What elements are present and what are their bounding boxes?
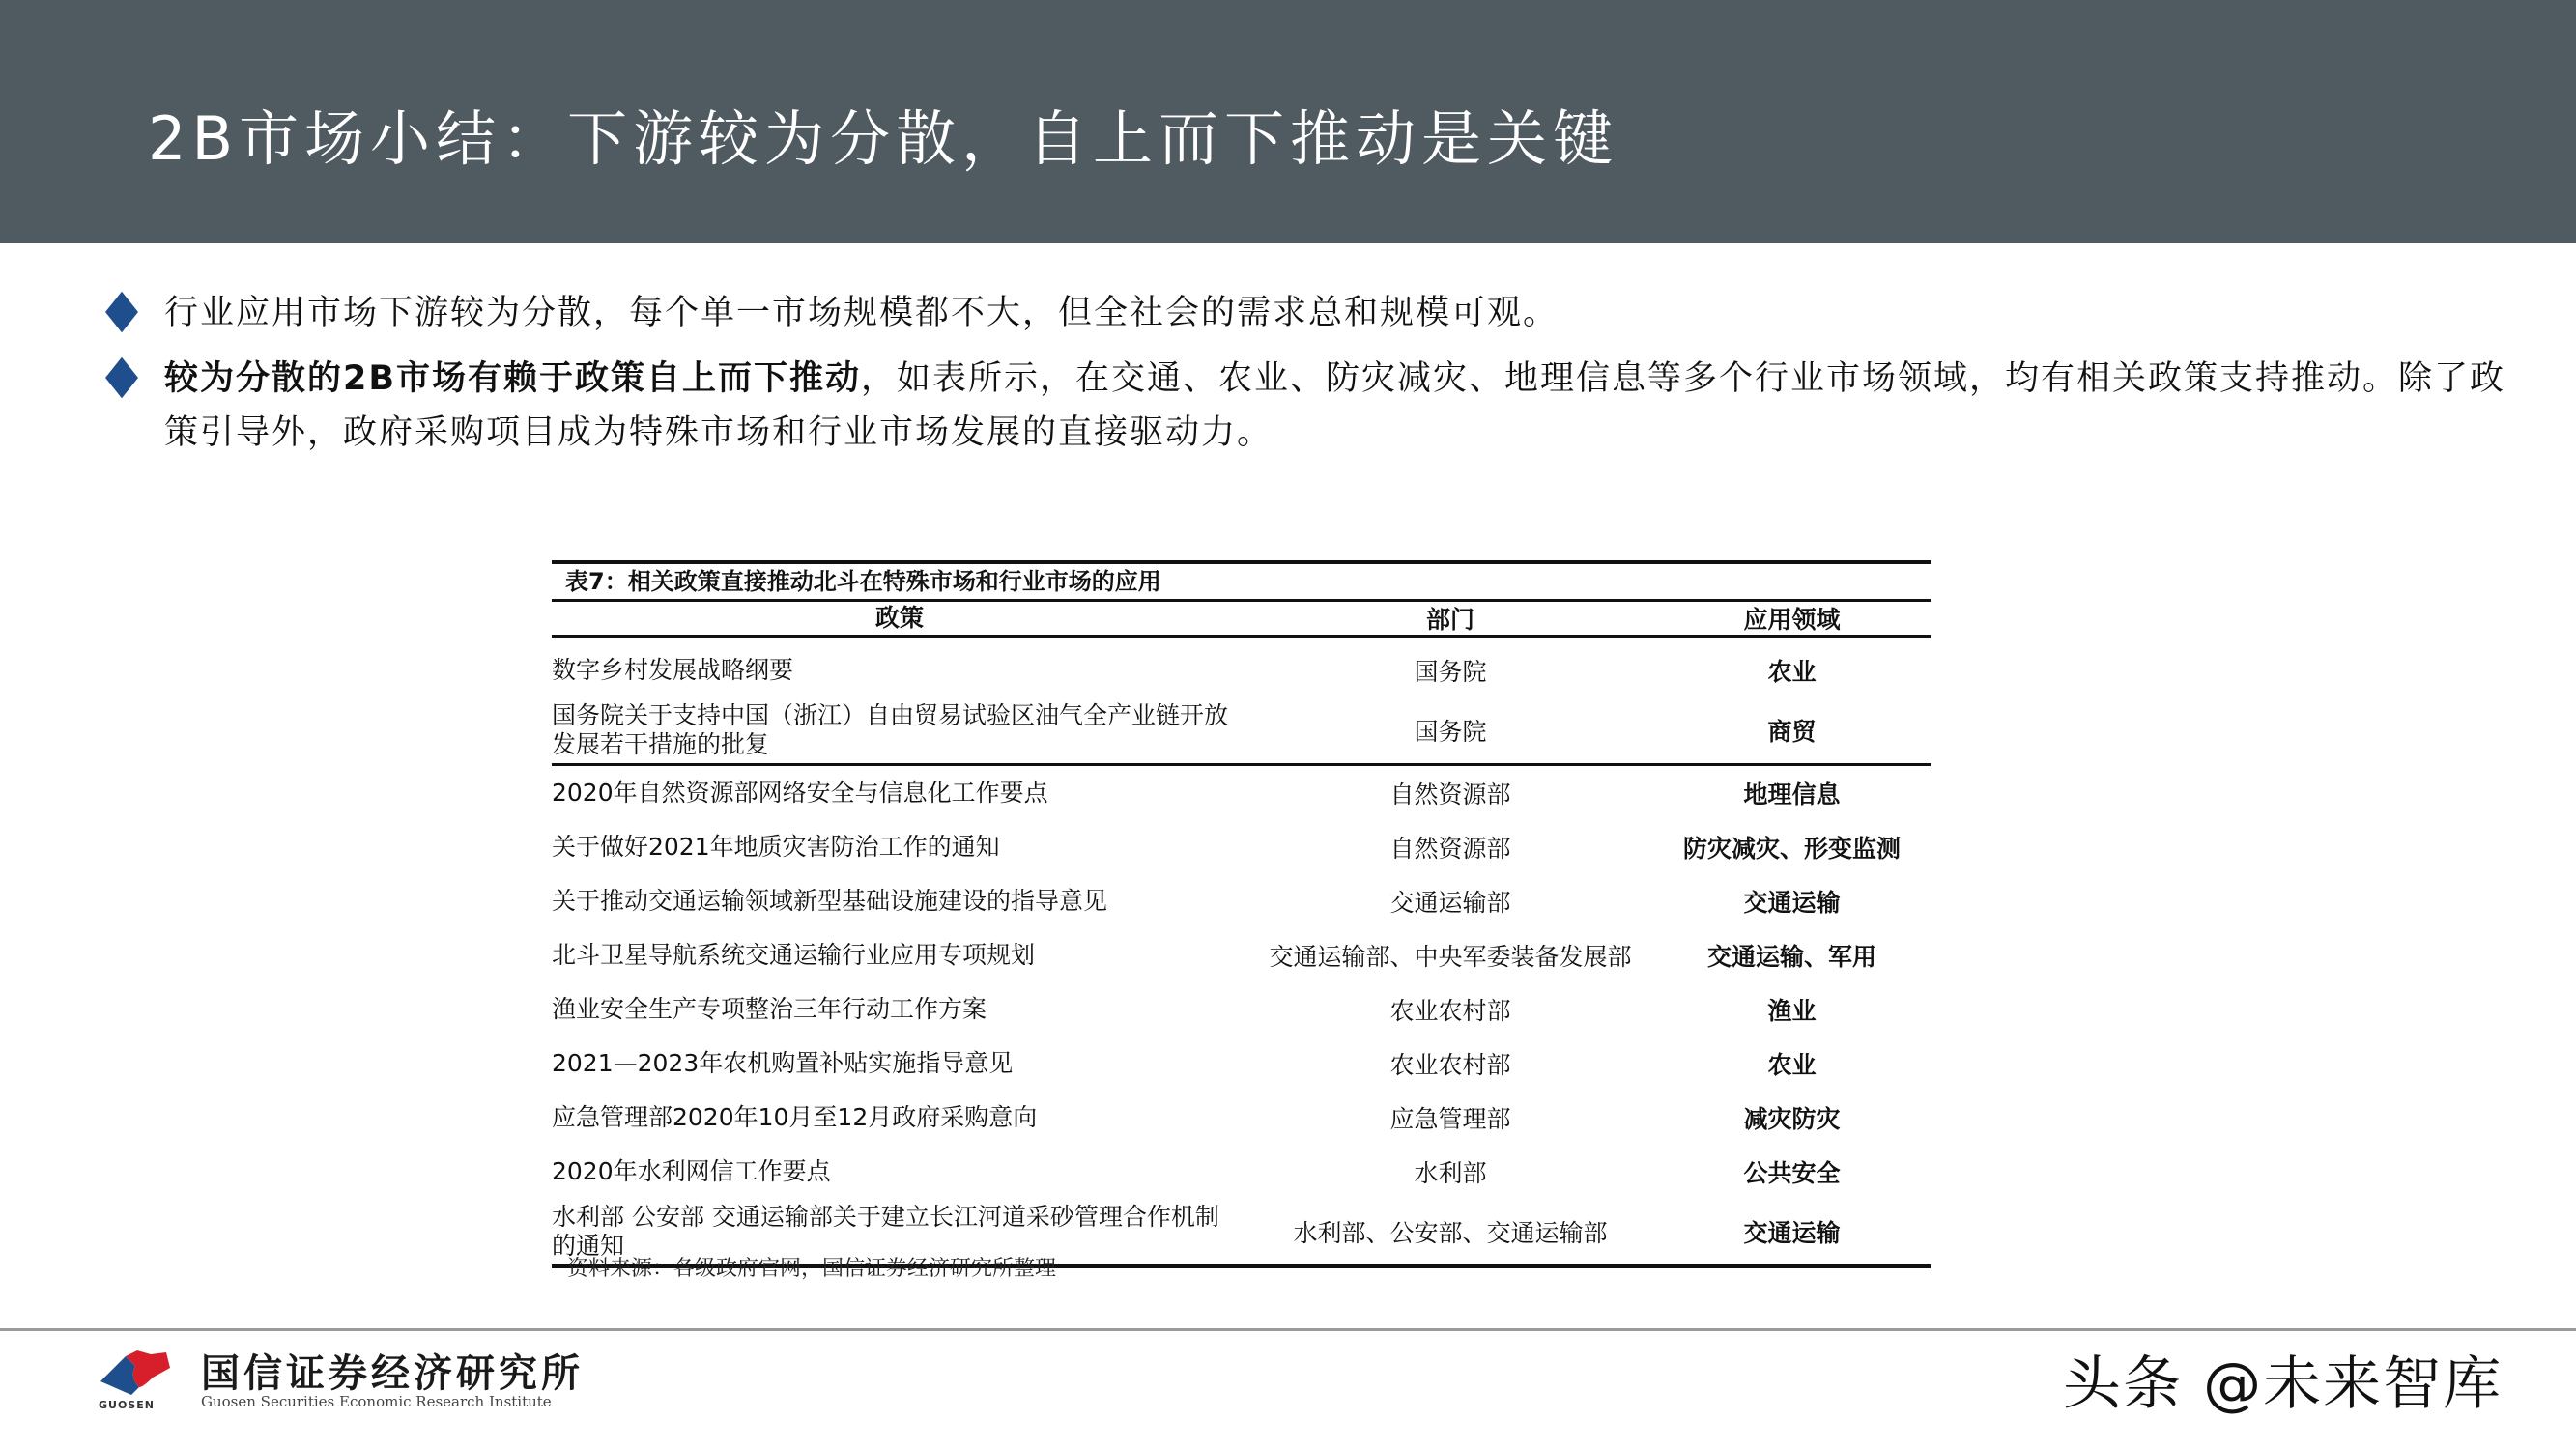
cell-policy: 北斗卫星导航系统交通运输行业应用专项规划 (552, 941, 1036, 969)
column-header-policy: 政策 (874, 604, 924, 632)
table-row (552, 643, 1931, 697)
table-caption: 表7：相关政策直接推动北斗在特殊市场和行业市场的应用 (565, 568, 1161, 595)
cell-dept: 应急管理部 (1389, 1105, 1511, 1133)
guosen-logo-icon (97, 1345, 174, 1403)
cell-policy: 2021—2023年农机购置补贴实施指导意见 (552, 1049, 1014, 1077)
cell-domain: 交通运输、军用 (1706, 943, 1876, 971)
cell-dept: 水利部、公安部、交通运输部 (1293, 1219, 1608, 1247)
cell-dept: 国务院 (1414, 718, 1487, 746)
table-row (552, 1145, 1931, 1199)
diamond-bullet-icon (105, 357, 138, 398)
cell-dept: 农业农村部 (1389, 1051, 1511, 1079)
cell-policy: 渔业安全生产专项整治三年行动工作方案 (552, 995, 987, 1023)
table-row (552, 697, 1931, 763)
table-row (552, 874, 1931, 928)
table-row (552, 820, 1931, 874)
cell-policy: 关于做好2021年地质灾害防治工作的通知 (552, 833, 1000, 861)
cell-domain: 交通运输 (1743, 889, 1841, 917)
bullet-bold-text: 较为分散的2B市场有赖于政策自上而下推动 (164, 359, 862, 398)
diamond-bullet-icon (105, 292, 138, 332)
cell-domain: 防灾减灾、形变监测 (1682, 835, 1901, 863)
cell-policy: 应急管理部2020年10月至12月政府采购意向 (552, 1103, 1038, 1131)
cell-dept: 自然资源部 (1389, 781, 1511, 809)
cell-domain: 农业 (1767, 658, 1817, 686)
table-row (552, 766, 1931, 820)
policy-table (552, 560, 1931, 1268)
cell-policy: 数字乡村发展战略纲要 (552, 656, 794, 684)
page-title: 2B市场小结：下游较为分散，自上而下推动是关键 (148, 103, 1618, 174)
cell-domain: 地理信息 (1743, 781, 1841, 809)
column-header-dept: 部门 (1425, 606, 1474, 634)
title-banner (0, 0, 2576, 243)
column-header-domain: 应用领域 (1743, 606, 1841, 634)
bullet-list (106, 286, 2541, 471)
cell-dept: 国务院 (1414, 658, 1487, 686)
cell-domain: 交通运输 (1743, 1219, 1841, 1247)
cell-domain: 公共安全 (1743, 1159, 1841, 1187)
table-header-row (552, 602, 1931, 635)
bullet-item (106, 286, 2541, 340)
bullet-text: ，如表所示，在交通、农业、防灾减灾、地理信息等多个行业市场领域，均有相关政策支持推动。除了政策引导外，政府采购项目成为特殊市场和行业市场发展的直接驱动力。 (164, 359, 2506, 452)
logo-english-name: Guosen Securities Economic Research Institute (201, 1393, 552, 1410)
table-source-note: 资料来源：各级政府官网，国信证券经济研究所整理 (567, 1257, 1057, 1281)
cell-policy: 2020年水利网信工作要点 (552, 1157, 831, 1185)
bullet-text: 行业应用市场下游较为分散，每个单一市场规模都不大，但全社会的需求总和规模可观。 (164, 294, 1560, 332)
cell-dept: 自然资源部 (1389, 835, 1511, 863)
watermark: 头条 @未来智库 (2063, 1350, 2504, 1418)
logo-mark-text: GUOSEN (99, 1399, 155, 1411)
bullet-item (106, 352, 2541, 460)
cell-policy: 关于推动交通运输领域新型基础设施建设的指导意见 (552, 887, 1108, 915)
cell-domain: 减灾防灾 (1743, 1105, 1841, 1133)
cell-domain: 农业 (1767, 1051, 1817, 1079)
cell-dept: 农业农村部 (1389, 997, 1511, 1025)
logo-chinese-name: 国信证券经济研究所 (201, 1350, 584, 1396)
table-row (552, 982, 1931, 1037)
cell-domain: 渔业 (1767, 997, 1817, 1025)
cell-dept: 交通运输部 (1389, 889, 1511, 917)
guosen-logo (97, 1345, 638, 1422)
cell-domain: 商贸 (1767, 718, 1817, 746)
cell-policy: 国务院关于支持中国（浙江）自由贸易试验区油气全产业链开放发展若干措施的批复 (552, 701, 1229, 758)
table-row (552, 928, 1931, 982)
table-row (552, 1037, 1931, 1091)
cell-policy: 水利部 公安部 交通运输部关于建立长江河道采砂管理合作机制的通知 (552, 1203, 1219, 1260)
cell-dept: 水利部 (1414, 1159, 1487, 1187)
cell-policy: 2020年自然资源部网络安全与信息化工作要点 (552, 779, 1048, 807)
footer-divider (0, 1328, 2576, 1331)
table-row (552, 1091, 1931, 1145)
cell-dept: 交通运输部、中央军委装备发展部 (1269, 943, 1632, 971)
